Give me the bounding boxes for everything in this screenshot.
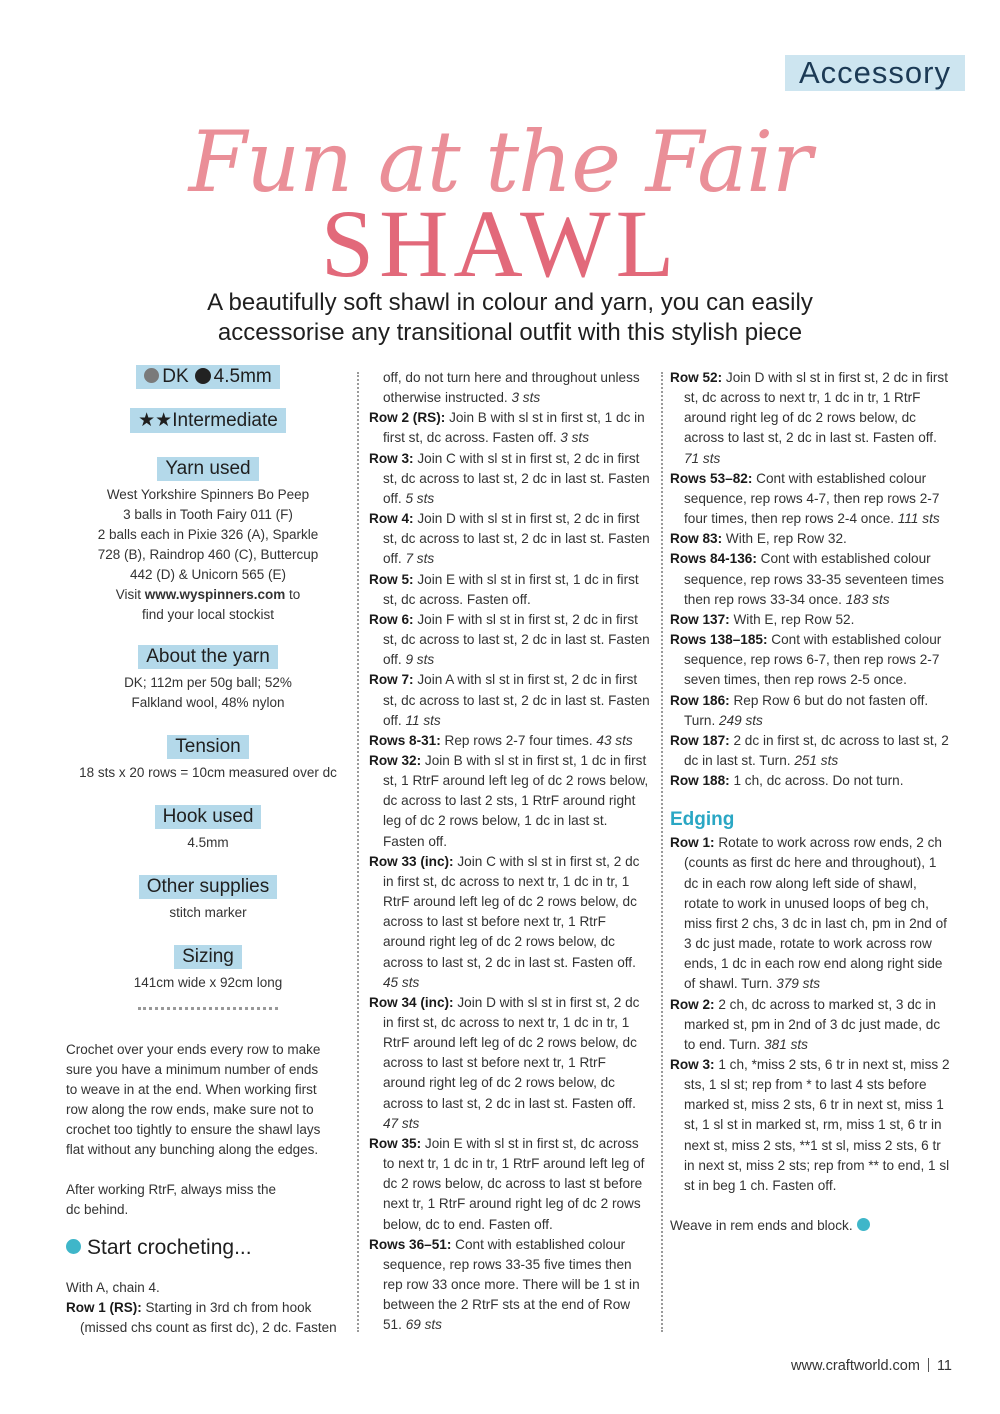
yarn-line: 728 (B), Raindrop 460 (C), Buttercup bbox=[97, 547, 319, 562]
row-label: Rows 53–82: bbox=[670, 470, 753, 486]
row-text: Join C with sl st in first st, 2 dc in first st, dc across to last st, 2 dc in last st. Fasten off. bbox=[383, 450, 650, 506]
yarn-line: find your local stockist bbox=[141, 607, 275, 622]
row-label: Row 34 (inc): bbox=[369, 994, 454, 1010]
about-line: Falkland wool, 48% nylon bbox=[131, 695, 285, 710]
column-divider bbox=[357, 372, 359, 1332]
subtitle bbox=[120, 288, 900, 348]
pattern-row bbox=[670, 1055, 952, 1196]
stitch-count: 183 sts bbox=[845, 591, 890, 607]
row-label: Rows 36–51: bbox=[369, 1236, 452, 1252]
pattern-row bbox=[369, 731, 651, 751]
pattern-row bbox=[670, 833, 952, 994]
start-heading bbox=[62, 1236, 354, 1260]
tip-line: Crochet over your ends every row to make bbox=[66, 1042, 321, 1057]
row-text: With E, rep Row 52. bbox=[733, 611, 855, 627]
pattern-row bbox=[670, 630, 952, 690]
row-label: Row 2 (RS): bbox=[369, 410, 446, 426]
row-1 bbox=[62, 1298, 354, 1338]
stitch-count: 251 sts bbox=[794, 752, 839, 768]
row-text: Join B with sl st in first st, 1 dc in first st, 1 RtrF around left leg of dc 2 rows below, dc across to last 2 sts, 1 RtrF around right leg of dc 2 rows below, 1 dc in last st. Fasten off. bbox=[383, 752, 649, 849]
visit-post: to bbox=[285, 587, 301, 602]
closing-line bbox=[670, 1216, 952, 1236]
instructions-column-3 bbox=[670, 368, 952, 1236]
section-tag: Accessory bbox=[785, 55, 965, 91]
row-text: 1 ch, dc across. Do not turn. bbox=[733, 773, 904, 789]
stitch-count: 3 sts bbox=[560, 430, 590, 446]
row-label: Row 2: bbox=[670, 996, 715, 1012]
row-text: Join D with sl st in first st, 2 dc in first st, dc across to last st, 2 dc in last st. Fasten off. bbox=[383, 511, 650, 567]
row-label: Row 4: bbox=[369, 511, 414, 527]
pattern-row bbox=[670, 771, 952, 791]
row-text: Join E with sl st in first st, dc across to next tr, 1 dc in tr, 1 RtrF around left leg of dc 2 rows below, dc across to last st before next tr, 1 RtrF around right leg of dc 2 rows below, dc to end. Fasten off. bbox=[383, 1135, 645, 1232]
yarn-ball-icon bbox=[66, 1239, 81, 1254]
stitch-count: 379 sts bbox=[776, 976, 821, 992]
row-label: Row 3: bbox=[670, 1057, 715, 1072]
row-label: Row 32: bbox=[369, 752, 422, 768]
tip-line: crochet too tightly to ensure the shawl lays bbox=[66, 1122, 321, 1137]
yarn-ball-icon bbox=[144, 368, 159, 383]
yarn-used-heading: Yarn used bbox=[157, 457, 258, 481]
stitch-count: 111 sts bbox=[897, 511, 940, 527]
sizing-heading: Sizing bbox=[174, 945, 242, 969]
row-text: Join A with sl st in first st, 2 dc in first st, dc across to last st, 2 dc in last st. Fasten off. bbox=[383, 672, 650, 728]
pattern-row bbox=[369, 670, 651, 730]
row-label: Rows 138–185: bbox=[670, 632, 768, 648]
stitch-count: 5 sts bbox=[405, 490, 435, 506]
weight-label: DK bbox=[162, 366, 189, 387]
tension-heading: Tension bbox=[167, 735, 249, 759]
row-text: Cont with established colour sequence, rep rows 33-35 five times then rep row 33 once more. There will be 1 st in between the 2 RtrF sts at the end of Row 51. bbox=[383, 1236, 640, 1333]
title-line-2: SHAWL bbox=[320, 190, 680, 297]
pattern-row bbox=[670, 995, 952, 1055]
stitch-count: 69 sts bbox=[405, 1317, 442, 1333]
row-text: Cont with established colour sequence, rep rows 6-7, then rep rows 2-7 seven times, then rep rows 2-5 once. bbox=[684, 632, 942, 688]
hook-used-text: 4.5mm bbox=[187, 835, 229, 850]
row-text: Join F with sl st in first st, 2 dc in first st, dc across to last st, 2 dc in last st. Fasten off. bbox=[383, 611, 650, 668]
edging-heading: Edging bbox=[670, 809, 735, 831]
pattern-row bbox=[369, 1235, 651, 1336]
row-label: Rows 8-31: bbox=[369, 732, 441, 748]
row-text: Rep rows 2-7 four times. bbox=[444, 732, 593, 748]
stitch-count: 43 sts bbox=[596, 732, 633, 748]
tip-line: row along the row ends, make sure not to bbox=[66, 1102, 314, 1117]
pattern-row bbox=[369, 368, 651, 408]
stitch-count: 11 sts bbox=[405, 712, 441, 728]
row-text: 2 ch, dc across to marked st, 3 dc in marked st, pm in 2nd of 3 dc just made, dc to end. Turn. bbox=[684, 996, 941, 1052]
start-intro: With A, chain 4. bbox=[66, 1280, 160, 1295]
row-text: Join B with sl st in first st, 1 dc in first st, dc across. Fasten off. bbox=[383, 410, 645, 446]
sizing-text: 141cm wide x 92cm long bbox=[133, 975, 283, 990]
row-label: Row 5: bbox=[369, 571, 414, 587]
footer-divider bbox=[928, 1358, 929, 1372]
tension-text: 18 sts x 20 rows = 10cm measured over dc bbox=[79, 765, 337, 780]
pattern-row bbox=[369, 1134, 651, 1235]
end-ball-icon bbox=[857, 1218, 870, 1231]
stitch-count: 7 sts bbox=[405, 551, 435, 567]
row-text: 2 dc in first st, dc across to last st, 2 dc in last st. Turn. bbox=[684, 732, 949, 768]
row-text: off, do not turn here and throughout unless otherwise instructed. bbox=[383, 370, 640, 406]
row-label: Row 33 (inc): bbox=[369, 853, 454, 869]
stitch-count: 3 sts bbox=[511, 390, 541, 406]
row-label: Row 137: bbox=[670, 611, 730, 627]
row-text: Rep Row 6 but do not fasten off. Turn. bbox=[684, 692, 929, 728]
star-icon: ★★ bbox=[138, 410, 173, 431]
pattern-row bbox=[670, 549, 952, 609]
row-text: Cont with established colour sequence, rep rows 33-35 seventeen times then rep rows 33-34 once. bbox=[684, 551, 944, 607]
yarn-visit-line bbox=[62, 585, 354, 605]
other-supplies-text: stitch marker bbox=[169, 905, 247, 920]
row-text: Join D with sl st in first st, 2 dc in first st, dc across to next tr, 1 dc in tr, 1 RtrF around right leg of dc 2 rows below, dc across to last st, 2 dc in last st. Fasten off. bbox=[684, 370, 948, 446]
row-label: Row 35: bbox=[369, 1135, 422, 1151]
row-text: 1 ch, *miss 2 sts, 6 tr in next st, miss 2 sts, 1 sl st; rep from * to last 4 sts before marked st, miss 2 sts, 6 tr in next st, miss 1 st, 1 sl st in marked st, rm, miss 1 st, 6 tr in next st, miss 2 sts, **1 st sl, miss 2 sts, 6 tr in next st, miss 2 sts; rep from ** to end, 1 sl st in beg 1 ch. Fasten off. bbox=[684, 1057, 950, 1193]
tip-line: sure you have a minimum number of ends bbox=[66, 1062, 319, 1077]
row-label: Row 1 (RS): bbox=[66, 1300, 142, 1315]
stitch-count: 47 sts bbox=[383, 1115, 420, 1131]
pattern-row bbox=[369, 751, 651, 852]
hook-used-heading: Hook used bbox=[155, 805, 262, 829]
tip-line: dc behind. bbox=[66, 1202, 129, 1217]
left-column bbox=[62, 365, 354, 1338]
column-divider bbox=[661, 372, 663, 1332]
tip-2 bbox=[62, 1180, 354, 1220]
stitch-count: 9 sts bbox=[405, 652, 435, 668]
row-label: Row 83: bbox=[670, 531, 723, 547]
tip-1 bbox=[62, 1040, 354, 1160]
tip-line: to weave in at the end. When working first bbox=[66, 1082, 317, 1097]
pattern-row bbox=[670, 368, 952, 469]
yarn-line: 3 balls in Tooth Fairy 011 (F) bbox=[123, 507, 293, 522]
row-label: Row 6: bbox=[369, 611, 414, 627]
yarn-website-link[interactable]: www.wyspinners.com bbox=[144, 587, 286, 602]
pattern-row bbox=[369, 449, 651, 509]
row-text: Starting in 3rd ch from hook bbox=[141, 1300, 312, 1315]
row-text: Cont with established colour sequence, rep rows 4-7, then rep rows 2-7 four times, then rep rows 2-4 once. bbox=[684, 470, 940, 527]
row-label: Row 3: bbox=[369, 450, 414, 466]
instructions-column-2 bbox=[369, 368, 651, 1336]
pattern-row bbox=[369, 509, 651, 569]
footer bbox=[791, 1358, 952, 1374]
stitch-count: 45 sts bbox=[383, 974, 420, 990]
level-label: Intermediate bbox=[172, 410, 278, 431]
closing-text: Weave in rem ends and block. bbox=[670, 1218, 853, 1234]
row-label: Row 188: bbox=[670, 773, 730, 789]
row-text: (missed chs count as first dc), 2 dc. Fasten bbox=[80, 1320, 337, 1335]
tip-line: flat without any bunching along the edges. bbox=[66, 1142, 319, 1157]
about-yarn-heading: About the yarn bbox=[138, 645, 278, 669]
hook-icon bbox=[195, 368, 211, 384]
stitch-count: 71 sts bbox=[684, 450, 721, 466]
start-heading-label: Start crocheting... bbox=[87, 1236, 252, 1259]
spec-badge bbox=[136, 365, 279, 389]
yarn-line: 442 (D) & Unicorn 565 (E) bbox=[129, 567, 287, 582]
about-yarn-text bbox=[62, 673, 354, 713]
stitch-count: 381 sts bbox=[764, 1036, 808, 1052]
subtitle-line-2: accessorise any transitional outfit with this stylish piece bbox=[217, 319, 803, 346]
pattern-row bbox=[670, 529, 952, 549]
row-label: Row 186: bbox=[670, 692, 730, 708]
col3-rows bbox=[670, 368, 952, 791]
divider bbox=[138, 1007, 278, 1010]
stitch-count: 249 sts bbox=[719, 712, 763, 728]
other-supplies-heading: Other supplies bbox=[139, 875, 278, 899]
about-line: DK; 112m per 50g ball; 52% bbox=[124, 675, 292, 690]
level-badge bbox=[130, 408, 286, 433]
subtitle-line-1: A beautifully soft shawl in colour and yarn, you can easily bbox=[207, 289, 813, 316]
row-label: Row 1: bbox=[670, 835, 715, 851]
row-text: Join D with sl st in first st, 2 dc in first st, dc across to next tr, 1 dc in tr, 1 RtrF around left leg of dc 2 rows below, dc across to last st before next tr, 1 RtrF around right leg of dc 2 rows below, dc across to last st, 2 dc in last st. Fasten off. bbox=[383, 994, 640, 1111]
row-text: Join E with sl st in first st, 1 dc in first st, dc across. Fasten off. bbox=[383, 571, 639, 607]
pattern-row bbox=[369, 993, 651, 1134]
tip-line: After working RtrF, always miss the bbox=[66, 1182, 277, 1197]
yarn-line: 2 balls each in Pixie 326 (A), Sparkle bbox=[97, 527, 319, 542]
row-text: Join C with sl st in first st, 2 dc in first st, dc across to next tr, 1 dc in tr, 1 RtrF around left leg of dc 2 rows below, dc across to last st before next tr, 1 RtrF around right leg of dc 2 rows below, dc across to last st, 2 dc in last st. Fasten off. bbox=[383, 853, 640, 970]
footer-url[interactable]: www.craftworld.com bbox=[791, 1358, 920, 1374]
yarn-used-text bbox=[62, 485, 354, 625]
row-label: Row 52: bbox=[670, 370, 723, 385]
pattern-row bbox=[670, 691, 952, 731]
row-text: With E, rep Row 32. bbox=[725, 531, 847, 547]
row-label: Rows 84-136: bbox=[670, 551, 757, 567]
page-number: 11 bbox=[936, 1358, 952, 1374]
row-text: Rotate to work across row ends, 2 ch (counts as first dc here and throughout), 1 dc in each row along left side of shawl, rotate to work in unused loops of beg ch, miss first 2 chs, 3 dc in last ch, pm in 2nd of 3 dc just made, rotate to work across row ends, 1 dc in each row end along right side of shawl. Turn. bbox=[684, 835, 947, 992]
visit-pre: Visit bbox=[115, 587, 145, 602]
row-label: Row 7: bbox=[369, 672, 414, 688]
pattern-row bbox=[369, 408, 651, 448]
pattern-row bbox=[369, 570, 651, 610]
pattern-row bbox=[670, 469, 952, 529]
pattern-row bbox=[670, 610, 952, 630]
pattern-row bbox=[369, 852, 651, 993]
edging-rows bbox=[670, 833, 952, 1196]
hook-size-label: 4.5mm bbox=[213, 366, 272, 387]
yarn-line: West Yorkshire Spinners Bo Peep bbox=[106, 487, 310, 502]
row-label: Row 187: bbox=[670, 732, 730, 748]
pattern-row bbox=[369, 610, 651, 670]
pattern-row bbox=[670, 731, 952, 771]
title-line-1: Fun at the Fair bbox=[188, 113, 812, 211]
